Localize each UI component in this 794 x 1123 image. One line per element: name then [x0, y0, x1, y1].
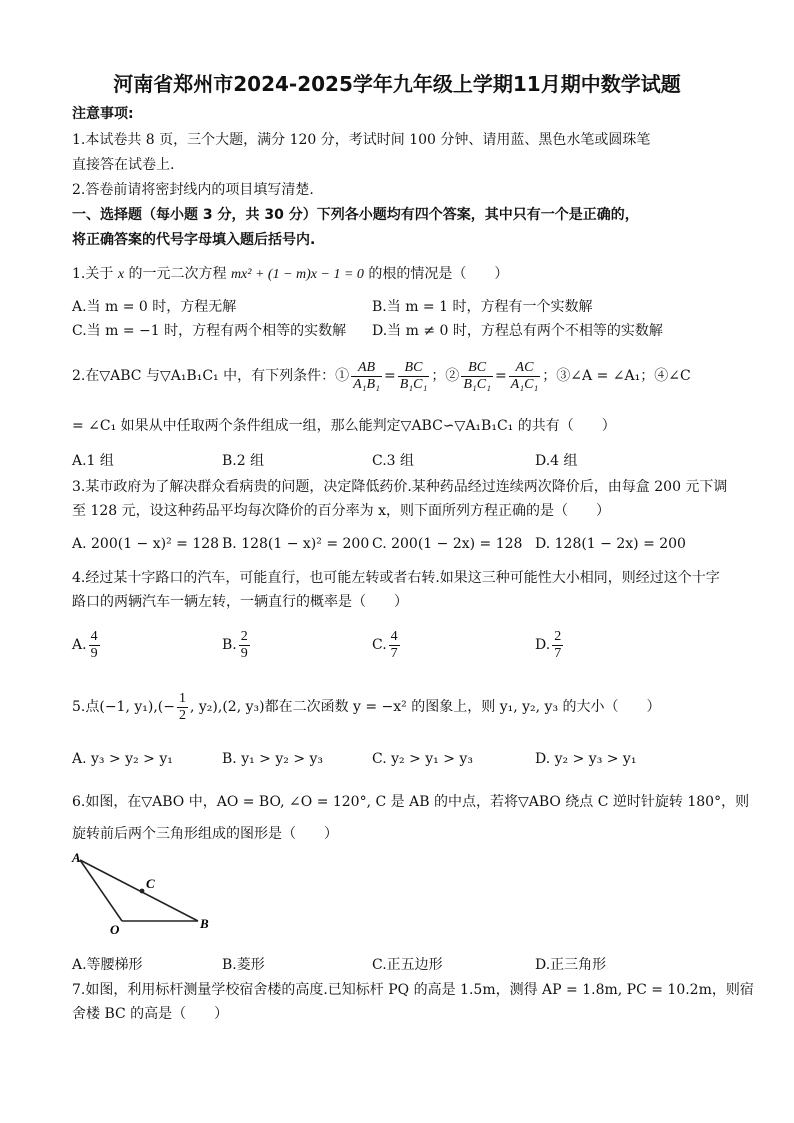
q2-option-b: B.2 组: [222, 453, 265, 469]
notice-item-2: 2.答卷前请将密封线内的项目填写清楚.: [72, 182, 314, 198]
question-6-stem: 6.如图，在▽ABO 中，AO = BO, ∠O = 120°, C 是 AB 的中点，若将▽ABO 绕点 C 逆时针旋转 180°，则: [72, 794, 750, 810]
q1-equation: mx² + (1 − m)x − 1 = 0: [230, 267, 364, 282]
q2-option-a: A.1 组: [72, 453, 114, 469]
q5-option-b: B. y₁ > y₂ > y₃: [222, 751, 324, 767]
question-1-stem: 1.关于 x 的一元二次方程 mx² + (1 − m)x − 1 = 0 的根的情况是（ ）: [72, 266, 509, 282]
q5-option-a: A. y₃ > y₂ > y₁: [72, 751, 173, 767]
q6-option-b: B.菱形: [222, 957, 265, 973]
exam-title: 河南省郑州市2024-2025学年九年级上学期11月期中数学试题: [113, 72, 681, 96]
q1-option-a: A.当 m = 0 时，方程无解: [72, 299, 237, 315]
q1-text-b: 的一元二次方程: [128, 266, 227, 282]
question-4-stem: 4.经过某十字路口的汽车，可能直行，也可能左转或者右转.如果这三种可能性大小相同，则经过这个十字: [72, 570, 720, 586]
q2-fraction-2a: $\frac{BC}{\text{B₁C₁}}$: [463, 359, 491, 392]
question-7-stem-cont: 舍楼 BC 的高是（ ）: [72, 1006, 229, 1022]
q2-sep: ；②: [431, 368, 460, 384]
q4-option-b: B. $\frac{2}{9}$: [222, 628, 248, 661]
label-b: B: [200, 916, 209, 931]
side-ab: [80, 860, 198, 921]
section-1-heading-cont: 将正确答案的代号字母填入题后括号内.: [72, 232, 316, 248]
notice-item-1: 1.本试卷共 8 页，三个大题，满分 120 分，考试时间 100 分钟、请用蓝、黑色水笔或圆珠笔: [72, 132, 651, 148]
section-1-heading: 一、选择题（每小题 3 分，共 30 分）下列各小题均有四个答案，其中只有一个是正确的，: [72, 207, 639, 223]
side-ao: [80, 860, 122, 921]
q3-option-c: C. 200(1 − 2x) = 128: [372, 536, 523, 552]
q5-fraction: $\frac{1}{2}$: [178, 690, 186, 723]
q5-option-c: C. y₂ > y₁ > y₃: [372, 751, 473, 767]
q1-text-c: 的根的情况是（ ）: [368, 266, 509, 282]
q3-option-d: D. 128(1 − 2x) = 200: [535, 536, 686, 552]
q5-text-a: 5.点(−1, y₁),(−: [72, 699, 175, 715]
label-a: A: [72, 850, 81, 865]
notice-item-1-cont: 直接答在试卷上.: [72, 157, 175, 173]
q6-option-c: C.正五边形: [372, 957, 443, 973]
question-6-stem-cont: 旋转前后两个三角形组成的图形是（ ）: [72, 826, 338, 842]
question-3-stem: 3.某市政府为了解决群众看病贵的问题，决定降低药价.某种药品经过连续两次降价后，由每盒 200 元下调: [72, 479, 728, 495]
label-o: O: [110, 922, 120, 935]
q1-text-a: 1.关于: [72, 266, 114, 282]
question-3-stem-cont: 至 128 元，设这种药品平均每次降价的百分率为 x，则下面所列方程正确的是（ ）: [72, 503, 610, 519]
q3-option-b: B. 128(1 − x)² = 200: [222, 536, 370, 552]
q2-text-b: ；③∠A = ∠A₁；④∠C: [542, 368, 691, 384]
q4-option-a: A. $\frac{4}{9}$: [72, 628, 98, 661]
q1-option-c: C.当 m = −1 时，方程有两个相等的实数解: [72, 323, 347, 339]
q2-fraction-2b: $\frac{AC}{\text{A₁C₁}}$: [510, 359, 539, 392]
q2-option-c: C.3 组: [372, 453, 415, 469]
q2-text-a: 2.在▽ABC 与▽A₁B₁C₁ 中，有下列条件：①: [72, 368, 350, 384]
q3-option-a: A. 200(1 − x)² = 128: [72, 536, 220, 552]
question-5-stem: [72, 688, 661, 726]
q4-option-d: D. $\frac{2}{7}$: [535, 628, 562, 661]
q1-option-b: B.当 m = 1 时，方程有一个实数解: [372, 299, 593, 315]
q2-fraction-1a: $\frac{AB}{\text{A₁B₁}}$: [353, 359, 380, 392]
q5-text-b: , y₂),(2, y₃)都在二次函数 y = −x² 的图象上，则 y₁, y₂, y₃ 的大小（ ）: [189, 699, 661, 715]
q4-option-c: C. $\frac{4}{7}$: [372, 628, 398, 661]
question-2-stem-cont: = ∠C₁ 如果从中任取两个条件组成一组，那么能判定▽ABC∽▽A₁B₁C₁ 的共有（ ）: [72, 418, 616, 434]
notice-heading: 注意事项:: [72, 106, 134, 122]
point-c-dot: [140, 889, 145, 894]
label-c: C: [146, 876, 155, 891]
question-4-stem-cont: 路口的两辆汽车一辆左转，一辆直行的概率是（ ）: [72, 594, 408, 610]
question-7-stem: 7.如图，利用标杆测量学校宿舍楼的高度.已知标杆 PQ 的高是 1.5m，测得 AP = 1.8m, PC = 10.2m，则宿: [72, 982, 754, 998]
q6-option-a: A.等腰梯形: [72, 957, 143, 973]
q5-option-d: D. y₂ > y₃ > y₁: [535, 751, 637, 767]
q2-fraction-1b: $\frac{BC}{\text{B₁C₁}}$: [399, 359, 428, 392]
q1-option-d: D.当 m ≠ 0 时，方程总有两个不相等的实数解: [372, 323, 663, 339]
question-2-stem: 2.在▽ABC 与▽A₁B₁C₁ 中，有下列条件：① $\frac{AB}{\text{A₁B₁}}$ = $\frac{BC}{\text{B₁C₁}}$ ；② $\frac{BC}{\text{B₁C₁}}$ = $\frac{AC}{\text{A₁C₁}}$ ；③∠A = ∠A₁；④∠C: [72, 359, 691, 392]
q2-option-d: D.4 组: [535, 453, 578, 469]
triangle-abo-figure: [70, 850, 220, 935]
q6-option-d: D.正三角形: [535, 957, 607, 973]
